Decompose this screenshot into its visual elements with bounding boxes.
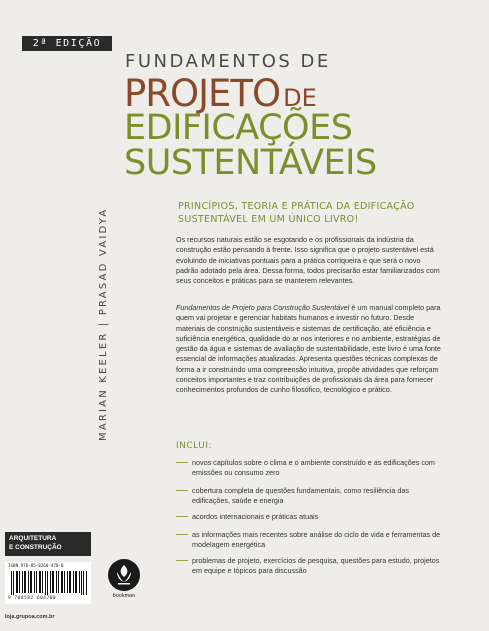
- title-line-4: SUSTENTÁVEIS: [124, 143, 377, 183]
- title-projeto: PROJETO: [124, 72, 281, 115]
- paragraph-intro: Os recursos naturais estão se esgotando e os profissionais da indústria da construção estão pensando à frente. Isso significa que o projeto sustentável está evoluindo de iniciativas pontuais para a prática corriqueira e que será o novo padrão adotado pela área. Dessa forma, todos precisarão estar familiarizados com seus conceitos e práticas para se manterem relevantes.: [176, 235, 440, 286]
- dash-icon: [176, 490, 188, 491]
- publisher-logo-icon: [108, 559, 140, 591]
- isbn: ISBN 978-85-8260-470-0: [8, 563, 64, 568]
- paragraph-description-text: é um manual completo para quem vai projetar e gerenciar habitats humanos e investir no futuro. Desde materiais de construção sustentáveis e sistemas de certificação, até eficiência e suficiência energética, qualidade do ar nos interiores e no ambiente, estratégias de gestão da água e sistemas de avaliação de sustentabilidade, este livro é uma fonte essencial de informações atualizadas. Apresenta questões técnicas complexas de forma a ir construindo uma compreensão intuitiva, propõe atividades que reforçam conceitos importantes e traz contribuições de profissionais da área para fornecer conhecimentos profundos de cunho filosófico, tecnológico e prático.: [176, 303, 441, 395]
- dash-icon: [176, 534, 188, 535]
- dash-icon: [176, 560, 188, 561]
- authors-block: [86, 207, 118, 470]
- dash-icon: [176, 462, 188, 463]
- category-line-1: ARQUITETURA: [9, 535, 57, 542]
- barcode: [5, 562, 91, 604]
- back-cover: 2ª EDIÇÃO FUNDAMENTOS DE PROJETO DE EDIFICAÇÕES SUSTENTÁVEIS PRINCÍPIOS, TEORIA E PRÁTICA DA EDIFICAÇÃO SUSTENTÁVEL EM UM ÚNICO LIVRO! Os recursos naturais estão se esgotando e os profissionais da indústria da construção estão pensando à frente. Isso significa que o projeto sustentável está evoluindo de iniciativas pontuais para a prática corriqueira e que será o novo padrão adotado pela área. Dessa forma, todos precisarão estar familiarizados com seus conceitos e práticas para se manterem relevantes. Fundamentos de Projeto para Construção Sustentável é um manual completo para quem vai projetar e gerenciar habitats humanos e investir no futuro. Desde materiais de construção sustentáveis e sistemas de certificação, até eficiência e suficiência energética, qualidade do ar nos interiores e no ambiente, estratégias de gestão da água e sistemas de avaliação de sustentabilidade, este livro é uma fonte essencial de informações atualizadas. Apresenta questões técnicas complexas de forma a ir construindo uma compreensão intuitiva, propõe atividades que reforçam conceitos importantes e traz contribuições de profissionais da área para fornecer conhecimentos profundos de cunho filosófico, tecnológico e prático. INCLUI: novos capítulos sobre o clima e o ambiente construído e as edificações com emissões ou consumo zero cobertura completa de questões fundamentais, como resiliência das edificações, saúde e energia acordos internacionais e práticas atuais as informações mais recentes sobre análise do ciclo de vida e ferramentas de modelagem energética problemas de projeto, exercícios de pesquisa, questões para estudo, projetos em equipe e tópicos para discussão MARIAN KEELER | PRASAD VAIDYA ARQUITETURA E CONSTRUÇÃO ISBN 978-85-8260-470-0 9 788582 604700 loja.grupoa.com.br bookman: [0, 0, 489, 631]
- tagline: PRINCÍPIOS, TEORIA E PRÁTICA DA EDIFICAÇÃO SUSTENTÁVEL EM UM ÚNICO LIVRO!: [178, 201, 415, 225]
- title-line-1: FUNDAMENTOS DE: [125, 51, 331, 72]
- barcode-number: 9 788582 604700: [8, 596, 57, 601]
- authors: MARIAN KEELER | PRASAD VAIDYA: [98, 207, 109, 441]
- book-title-italic: Fundamentos de Projeto para Construção Sustentável: [176, 303, 350, 312]
- title-de: DE: [283, 84, 317, 112]
- category-line-2: E CONSTRUÇÃO: [9, 543, 62, 551]
- barcode-icon: [11, 571, 87, 595]
- website: loja.grupoa.com.br: [5, 614, 55, 620]
- category-label: [5, 532, 91, 556]
- edition-badge: 2ª EDIÇÃO: [22, 36, 112, 51]
- includes-heading: INCLUI:: [176, 441, 213, 451]
- paragraph-description: [176, 303, 441, 396]
- title-line-3: EDIFICAÇÕES: [124, 108, 353, 148]
- dash-icon: [176, 516, 188, 517]
- publisher-name: bookman: [112, 593, 136, 599]
